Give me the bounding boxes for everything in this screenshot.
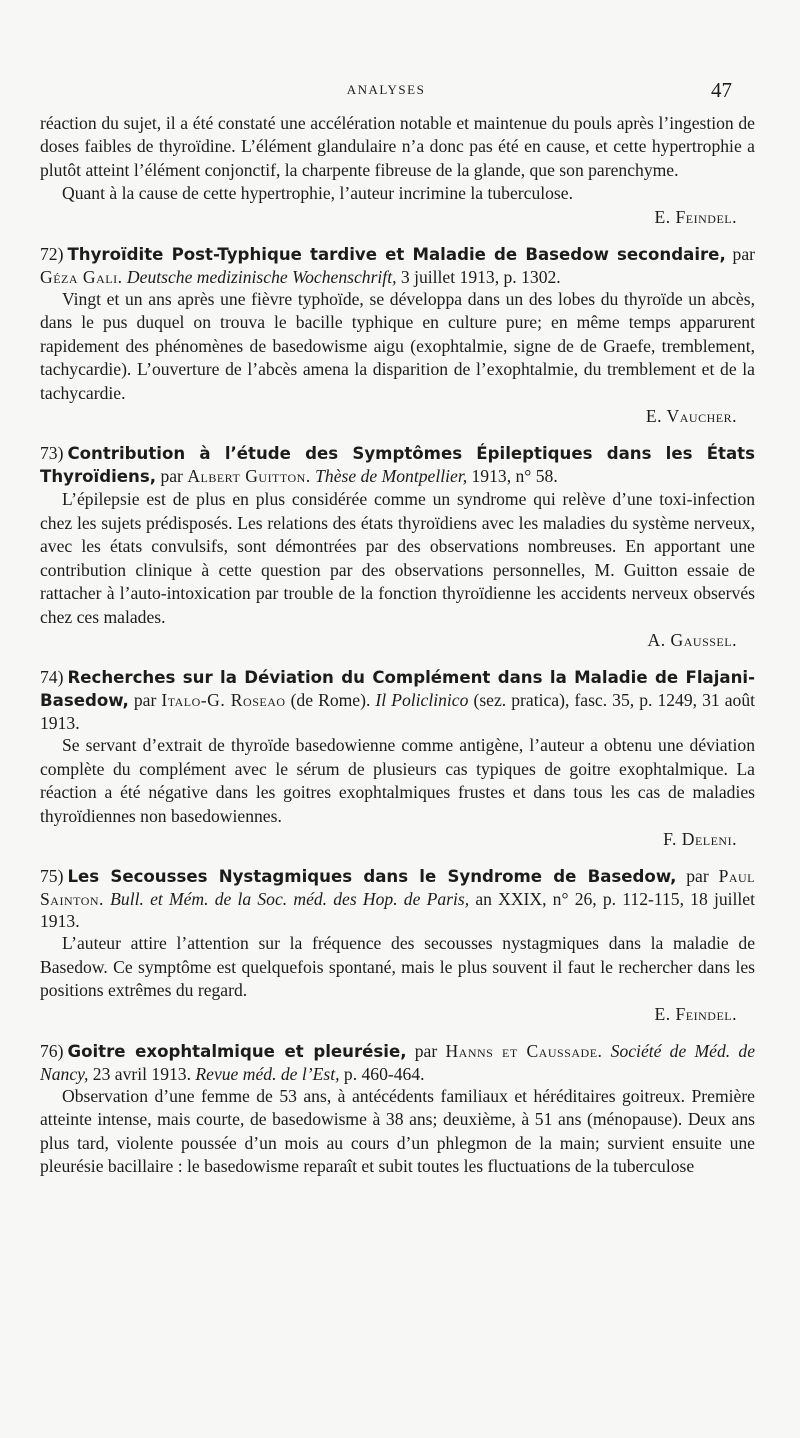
- abstract-entry-76: [40, 1040, 755, 1179]
- entry-heading: [40, 666, 755, 734]
- entry-number: 75): [40, 866, 64, 887]
- signature: E. Vaucher.: [645, 406, 737, 427]
- entry-by: par: [156, 466, 188, 487]
- page-body: [40, 112, 755, 1179]
- abstract-entry-74: [40, 666, 755, 851]
- entry-reference: 3 juillet 1913, p. 1302.: [396, 267, 561, 288]
- entry-heading: [40, 1040, 755, 1085]
- entry-text: Observation d’une femme de 53 ans, à antécédents familiaux et héréditaires goitreux. Première atteinte intense, mais courte, de basedowisme à 38 ans; deuxième, à 51 ans (ménopause). Deux ans plus tard, violente poussée d’un mois au cours d’un phlegmon de la main; survient ensuite une pleurésie bacillaire : le basedowisme reparaît et subit toutes les fluctuations de la tuberculose: [40, 1085, 755, 1177]
- entry-heading: [40, 865, 755, 932]
- entry-title: Les Secousses Nystagmiques dans le Syndrome de Basedow,: [67, 867, 677, 887]
- continuation-paragraph: Quant à la cause de cette hypertrophie, l’auteur incrimine la tuberculose.: [62, 183, 573, 204]
- signature: E. Feindel.: [654, 1003, 737, 1024]
- entry-text: L’auteur attire l’attention sur la fréquence des secousses nystagmiques dans la maladie de Basedow. Ce symptôme est quelquefois spontané, mais le plus souvent il faut le rechercher dans les positions extrêmes du regard.: [40, 933, 755, 1001]
- entry-journal: Société de Méd. de Nancy,: [40, 1040, 755, 1084]
- entry-title: Recherches sur la Déviation du Complément dans la Maladie de Flajani-Basedow,: [40, 668, 755, 711]
- entry-journal: Thèse de Montpellier,: [310, 466, 468, 487]
- abstract-entry-72: [40, 243, 755, 428]
- entry-heading: [40, 442, 755, 488]
- signature: E. Feindel.: [654, 206, 737, 227]
- entry-reference-detail: p. 460-464.: [339, 1063, 425, 1084]
- running-head: [40, 78, 732, 106]
- entry-text: Vingt et un ans après une fièvre typhoïde, se développa dans un des lobes du thyroïde un abcès, dans le pus duquel on trouva le bacille typhique en culture pure; en même temps apparurent rapidement des phénomènes de basedowisme aigu (exophtalmie, signe de de Graefe, tremblement, tachycardie). L’ouverture de l’abcès amena la disparition de l’exophtalmie, du tremblement et de la tachycardie.: [40, 289, 755, 403]
- entry-journal: Bull. et Mém. de la Soc. méd. des Hop. de Paris,: [103, 889, 470, 910]
- entry-by: par: [128, 690, 162, 711]
- entry-journal: Deutsche medizinische Wochenschrift,: [122, 267, 397, 288]
- entry-heading: [40, 243, 755, 288]
- entry-title: Thyroïdite Post-Typhique tardive et Maladie de Basedow secondaire,: [67, 245, 726, 265]
- entry-text: Se servant d’extrait de thyroïde basedowienne comme antigène, l’auteur a obtenu une déviation complète du complément avec le sérum de plusieurs cas typiques de goitre exophtalmique. La réaction a été négative dans les goitres exophtalmiques frustes et dans tous les cas de maladies thyroïdiennes non basedowiennes.: [40, 735, 755, 826]
- continuation-paragraph: réaction du sujet, il a été constaté une accélération notable et maintenue du pouls après l’ingestion de doses faibles de thyroïdine. L’élément glandulaire n’a donc pas été en cause, et cette hypertrophie a plutôt atteint l’élément conjonctif, la charpente fibreuse de la glande, que son parenchyme.: [40, 113, 755, 180]
- abstract-entry-73: [40, 442, 755, 652]
- entry-journal-secondary: Revue méd. de l’Est,: [195, 1063, 340, 1084]
- signature: A. Gaussel.: [647, 629, 737, 650]
- entry-reference: an XXIX, n° 26, p. 112-115, 18 juillet 1913.: [40, 889, 756, 932]
- entry-author: Italo-G. Roseao: [161, 690, 286, 711]
- entry-text: L’épilepsie est de plus en plus considérée comme un syndrome qui relève d’une toxi-infection chez les sujets prédisposés. Les relations des états thyroïdiens avec les maladies du système nerveux, avec les états convulsifs, sont démontrées par des observations nombreuses. En apportant une contribution clinique à cette question par des observations personnelles, M. Guitton essaie de rattacher à l’auto-intoxication par trouble de la fonction thyroïdienne les accidents nerveux observés chez ces malades.: [40, 489, 755, 627]
- entry-by: par: [406, 1040, 446, 1061]
- entry-author: Paul Sainton.: [40, 866, 756, 910]
- page-number: 47: [711, 78, 732, 102]
- entry-reference: 23 avril 1913.: [88, 1063, 196, 1084]
- entry-reference: 1913, n° 58.: [467, 466, 558, 487]
- entry-author: Hanns et Caussade.: [445, 1040, 603, 1061]
- entry-author: Géza Gali.: [40, 267, 123, 288]
- entry-author: Albert Guitton.: [187, 466, 311, 487]
- entry-journal: Il Policlinico: [375, 690, 469, 711]
- entry-reference: (de Rome).: [285, 690, 376, 711]
- entry-number: 74): [40, 667, 64, 688]
- abstract-entry-75: [40, 865, 755, 1026]
- entry-by: par: [725, 244, 755, 265]
- entry-reference-detail: (sez. pratica), fasc. 35, p. 1249, 31 août 1913.: [40, 690, 756, 734]
- running-title: ANALYSES: [346, 82, 426, 97]
- entry-by: par: [676, 866, 719, 887]
- signature: F. Deleni.: [663, 828, 737, 849]
- entry-title: Contribution à l’étude des Symptômes Épileptiques dans les États Thyroïdiens,: [40, 444, 755, 487]
- entry-number: 76): [40, 1040, 64, 1061]
- entry-number: 73): [40, 443, 64, 464]
- entry-title: Goitre exophtalmique et pleurésie,: [67, 1041, 407, 1061]
- entry-number: 72): [40, 244, 64, 265]
